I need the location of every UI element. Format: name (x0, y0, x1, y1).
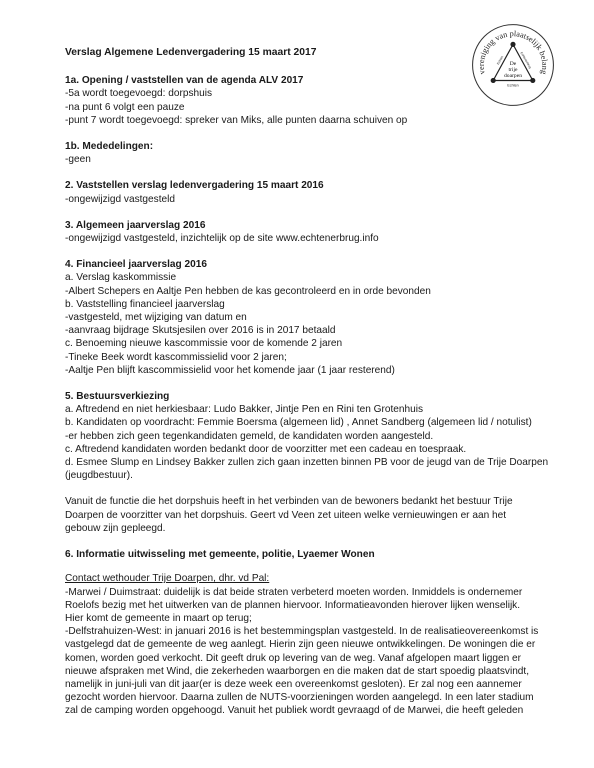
logo-ring-text: vereniging van plaatselijk belang (476, 29, 550, 76)
section-heading: 3. Algemeen jaarverslag 2016 (65, 219, 206, 231)
section-line: -ongewijzigd vastgesteld, inzichtelijk op de site www.echtenerbrug.info (65, 233, 379, 245)
section-line: b. Kandidaten op voordracht: Femmie Boersma (algemeen lid) , Annet Sandberg (algemeen lid / notulist) (65, 417, 532, 429)
section-heading: 1b. Mededelingen: (65, 141, 154, 153)
section-line: -Marwei / Duimstraat: duidelijk is dat beide straten verbeterd moeten worden. Inmiddels is ondernemer (65, 586, 523, 598)
section-line: komen, worden goed verkocht. Dit geeft druk op levering van de weg. Vanaf afgelopen maart liggen er (65, 652, 521, 664)
section-line: namelijk in juni-juli van dit jaar(er is deze week een overeenkomst gesloten). Er zal nog een aannemer (65, 678, 522, 690)
section-line: d. Esmee Slump en Lindsey Bakker zullen zich gaan inzetten binnen PB voor de jeugd van de Trije Doarpen (65, 457, 549, 469)
section-line: vastgelegd dat de gemeente de weg aanlegt. Hierin zijn geen nieuwe ontwikkelingen. De woningen die er (65, 639, 536, 651)
section-line: a. Aftredend en niet herkiesbaar: Ludo Bakker, Jintje Pen en Rini ten Grotenhuis (65, 404, 423, 416)
section-line: (jeugdbestuur). (65, 470, 133, 482)
section-line: -Albert Schepers en Aaltje Pen hebben de kas gecontroleerd en in orde bevonden (65, 285, 431, 297)
logo-inner-right: Echtenerbrug (519, 51, 533, 70)
logo-center-3: doarpen (504, 73, 522, 80)
section-line: nieuwe afspraken met Wind, die zekerheden waarborgen en die maken dat de start spoedig plaatsvindt, (65, 665, 530, 677)
document-body (65, 46, 549, 718)
section-line: -ongewijzigd vastgesteld (65, 193, 175, 205)
section-line: -Aaltje Pen blijft kascommissielid voor het komende jaar (1 jaar resterend) (65, 364, 395, 376)
logo-center-2: trije (508, 67, 518, 74)
section-heading: 5. Bestuursverkiezing (65, 391, 170, 403)
logo-inner-left: Echten (495, 55, 505, 66)
section-line: -punt 7 wordt toegevoegd: spreker van Miks, alle punten daarna schuiven op (65, 114, 408, 126)
section-4 (65, 258, 535, 377)
section-6 (65, 548, 535, 561)
section-6-body (65, 572, 539, 717)
section-heading: 6. Informatie uitwisseling met gemeente, politie, Lyaemer Wonen (65, 549, 375, 561)
section-2 (65, 179, 535, 205)
section-line: b. Vaststelling financieel jaarverslag (65, 298, 225, 310)
paragraph-line: Vanuit de functie die het dorpshuis heeft in het verbinden van de bewoners bedankt het bestuur Trije (65, 496, 513, 508)
logo-center-1: De (509, 61, 517, 67)
section-1b (65, 140, 535, 166)
section-line: Hier komt de gemeente in maart op terug; (65, 612, 252, 624)
section-5 (65, 390, 549, 482)
section-line: -geen (65, 154, 91, 166)
section-line: c. Aftredend kandidaten worden bedankt door de voorzitter met een cadeau en toespraak. (65, 443, 467, 455)
section-line: zal de camping worden opgehoogd. Vanuit het publiek wordt gevraagd of de Marwei, die heeft geleden (65, 705, 524, 717)
section-line: gezocht worden hiervoor. Daarna zullen de NUTS-voorzieningen worden aangelegd. In een later stadium (65, 692, 534, 704)
document-title: Verslag Algemene Ledenvergadering 15 maart 2017 (65, 47, 317, 58)
section-line: -Tineke Beek wordt kascommissielid voor 2 jaren; (65, 351, 287, 363)
section-line: -er hebben zich geen tegenkandidaten gemeld, de kandidaten worden aangesteld. (65, 430, 434, 442)
paragraph-line: gebouw zijn gepleegd. (65, 522, 166, 534)
section-3 (65, 219, 535, 245)
section-line: -aanvraag bijdrage Skutsjesilen over 2016 is in 2017 betaald (65, 325, 336, 337)
section-line: -vastgesteld, met wijziging van datum en (65, 312, 247, 324)
paragraph-line: Doarpen de voorzitter van het dorpshuis. Geert vd Veen zet uiteen welke vernieuwingen er aan het (65, 509, 507, 521)
section-heading: 2. Vaststellen verslag ledenvergadering 15 maart 2016 (65, 180, 324, 192)
section-heading: 1a. Opening / vaststellen van de agenda ALV 2017 (65, 75, 304, 87)
section-1a (65, 74, 535, 127)
section-line: -5a wordt toegevoegd: dorpshuis (65, 88, 213, 100)
dorpshuis-paragraph (65, 495, 535, 535)
section-line: a. Verslag kaskommissie (65, 272, 177, 284)
section-line: c. Benoeming nieuwe kascommissie voor de komende 2 jaren (65, 338, 343, 350)
logo-inner-bottom: Echten (507, 83, 519, 88)
section-line: -Delfstrahuizen-West: in januari 2016 is het bestemmingsplan vastgesteld. In de realisatieovereenkomst is (65, 626, 539, 638)
section-line: -na punt 6 volgt een pauze (65, 101, 185, 113)
section-subheading: Contact wethouder Trije Doarpen, dhr. vd Pal: (65, 573, 270, 585)
section-heading: 4. Financieel jaarverslag 2016 (65, 259, 207, 271)
section-line: Roelofs bezig met het uitwerken van de plannen hiervoor. Informatieavonden hierover lijken wenselijk. (65, 599, 521, 611)
